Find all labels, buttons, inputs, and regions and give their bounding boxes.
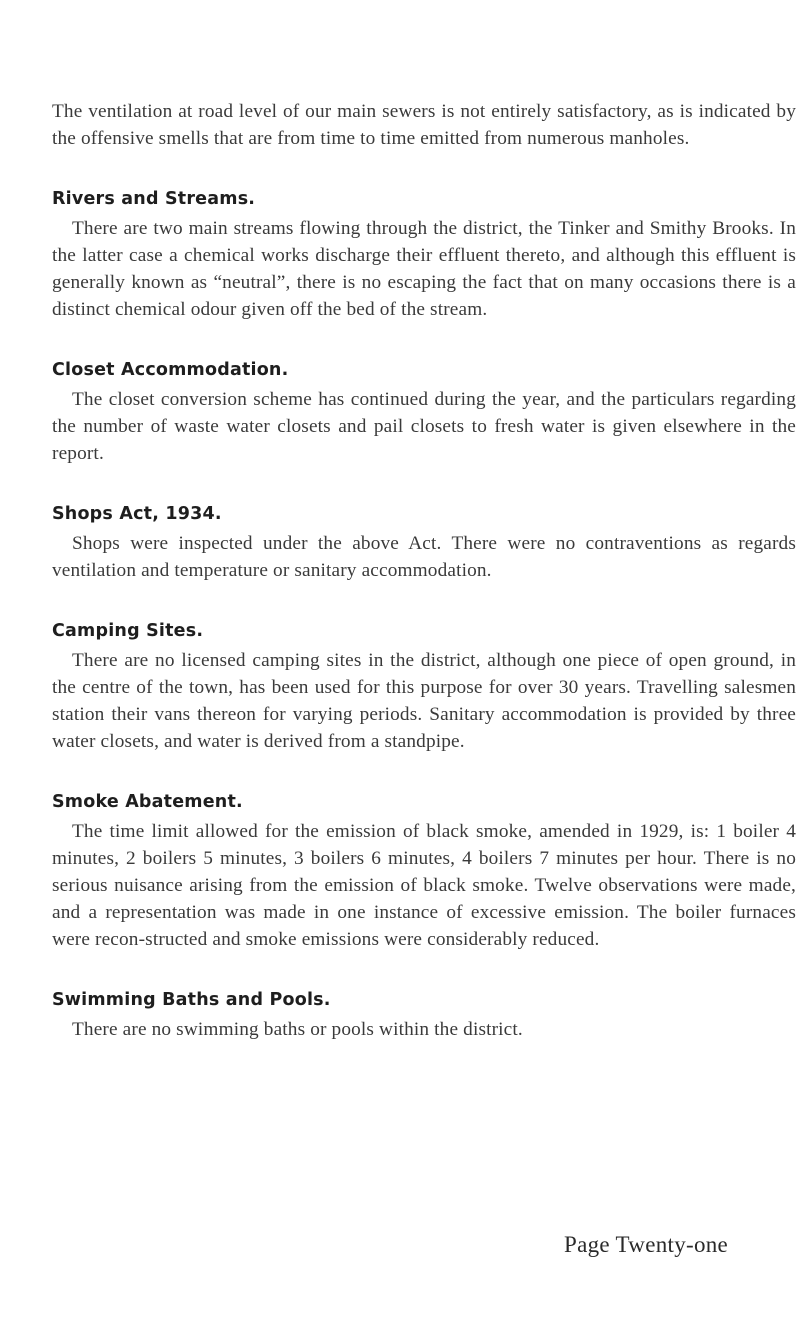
section-body: There are no swimming baths or pools within the district. [72, 1019, 523, 1040]
section-body: The time limit allowed for the emission of black smoke, amended in 1929, is: 1 boiler 4 minutes, 2 boilers 5 minutes, 3 boilers 6 minutes, 4 boilers 7 minutes per hour. There is no serious nuisance arising from the emission of black smoke. Twelve observations were made, and a representation was made in one instance of excessive emission. The boiler furnaces were recon-structed and smoke emissions were considerably reduced. [52, 821, 796, 950]
section-closet-accommodation [52, 358, 796, 467]
section-rivers-and-streams [52, 187, 796, 323]
section-heading: Smoke Abatement. [52, 792, 243, 812]
section-swimming-baths [52, 988, 796, 1043]
intro-paragraph: The ventilation at road level of our main sewers is not entirely satisfactory, as is indicated by the offensive smells that are from time to time emitted from numerous manholes. [52, 101, 796, 149]
section-camping-sites [52, 619, 796, 755]
section-shops-act [52, 502, 796, 584]
section-heading: Swimming Baths and Pools. [52, 990, 331, 1010]
section-body: The closet conversion scheme has continued during the year, and the particulars regarding the number of waste water closets and pail closets to fresh water is given elsewhere in the report. [52, 389, 796, 464]
section-body: There are two main streams flowing through the district, the Tinker and Smithy Brooks. In the latter case a chemical works discharge their effluent thereto, and although this effluent is generally known as “neutral”, there is no escaping the fact that on many occasions there is a distinct chemical odour given off the bed of the stream. [52, 218, 796, 320]
section-body: There are no licensed camping sites in the district, although one piece of open ground, in the centre of the town, has been used for this purpose for over 30 years. Travelling salesmen station their vans thereon for varying periods. Sanitary accommodation is provided by three water closets, and water is derived from a standpipe. [52, 650, 796, 752]
section-heading: Rivers and Streams. [52, 189, 256, 209]
section-heading: Closet Accommodation. [52, 360, 289, 380]
section-body: Shops were inspected under the above Act. There were no contraventions as regards ventilation and temperature or sanitary accommodation. [52, 533, 796, 581]
page-number: Page Twenty-one [564, 1232, 729, 1257]
section-heading: Camping Sites. [52, 621, 204, 641]
section-heading: Shops Act, 1934. [52, 504, 222, 524]
section-smoke-abatement [52, 790, 796, 953]
document-page [52, 98, 796, 1043]
